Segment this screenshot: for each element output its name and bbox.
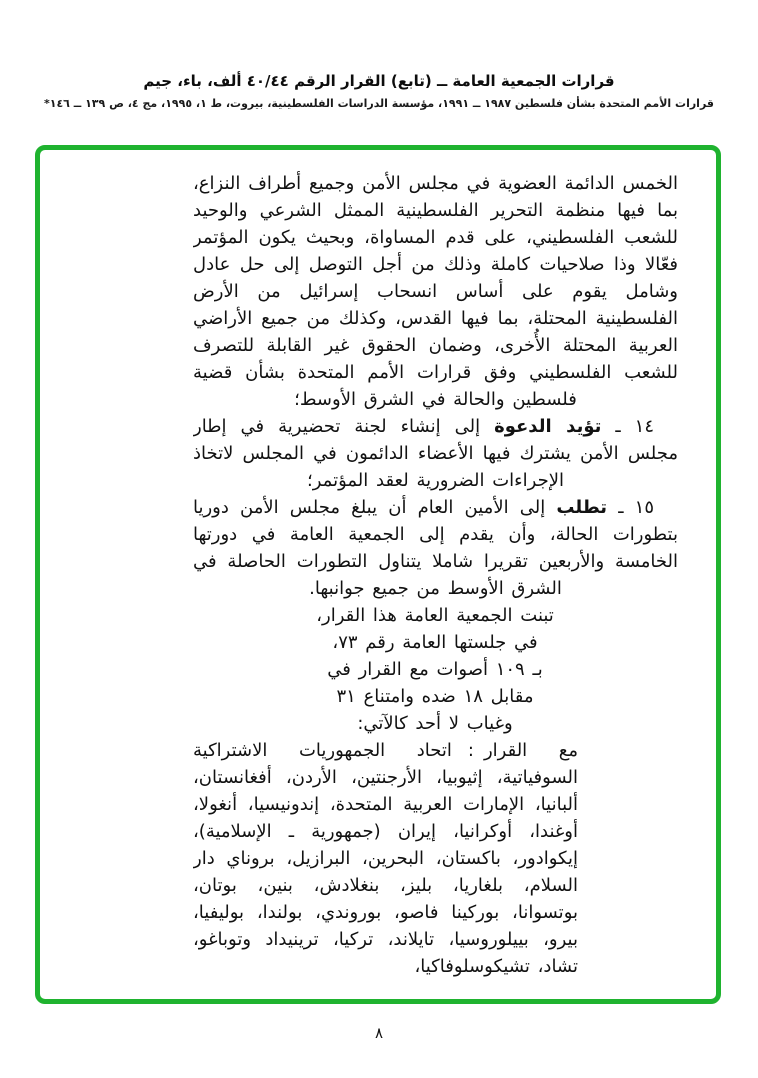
countries-list: اتحاد الجمهوريات الاشتراكية السوفياتية، إثيوبيا، الأرجنتين، الأردن، أفغانستان، ألبانيا، الإمارات العربية المتحدة، إندونيسيا، أنغولا، أوغندا، أوكرانيا، إيران (جمهورية ـ الإسلامية)، إيكوادور، باكستان، البحرين، البرازيل، بروناي دار السلام، بلغاريا، بليز، بنغلادش، بنين، بوتان، بوتسوانا، بوركينا فاصو، بوروندي، بولندا، بوليفيا، بيرو، بييلوروسيا، تايلاند، تركيا، ترينيداد وتوباغو، تشاد، تشيكوسلوفاكيا، <box>193 740 578 977</box>
resolution-paragraph-continuation: الخمس الدائمة العضوية في مجلس الأمن وجميع أطراف النزاع، بما فيها منظمة التحرير الفلسطينية الممثل الشرعي والوحيد للشعب الفلسطيني، على قدم المساواة، وبحيث يكون المؤتمر فعّالا وذا صلاحيات كاملة وذلك من أجل التوصل إلى حل عادل وشامل يقوم على أساس انسحاب إسرائيل من الأرض الفلسطينية المحتلة، بما فيها القدس، وكذلك من جميع الأراضي العربية المحتلة الأُخرى، وضمان الحقوق غير القابلة للتصرف للشعب الفلسطيني وفق قرارات الأمم المتحدة بشأن قضية فلسطين والحالة في الشرق الأوسط؛ <box>193 173 678 410</box>
page-title: قرارات الجمعية العامة ــ (تابع) القرار الرقم ٤٠/٤٤ ألف، باء، جيم <box>143 72 615 90</box>
vote-colon: : <box>467 740 474 761</box>
page-subtitle: قرارات الأمم المتحدة بشأن فلسطين ١٩٨٧ ــ ١٩٩١، مؤسسة الدراسات الفلسطينية، بيروت، ط ١، ١٩٩٥، مج ٤، ص ١٣٩ ــ ١٤٦* <box>43 97 714 110</box>
item-15-number: ١٥ ـ <box>607 497 654 518</box>
adoption-line: في جلستها العامة رقم ٧٣، <box>332 632 538 653</box>
item-14-text: إلى إنشاء لجنة تحضيرية في إطار مجلس الأمن يشترك فيها الأعضاء الدائمون في المجلس لاتخاذ الإجراءات الضرورية لعقد المؤتمر؛ <box>193 416 678 491</box>
adoption-line: مقابل ١٨ ضده وامتناع ٣١ <box>336 686 534 707</box>
item-15-text: إلى الأمين العام أن يبلغ مجلس الأمن دوريا بتطورات الحالة، وأن يقدم إلى الجمعية العامة في دورتها الخامسة والأربعين تقريرا شاملا يتناول التطورات الحاصلة في الشرق الأوسط من جميع جوانبها. <box>193 497 678 599</box>
item-14-keyword: تؤيد الدعوة <box>494 416 602 437</box>
vote-result-block <box>193 737 578 980</box>
vote-label: مع القرار <box>483 740 578 761</box>
resolution-item-15 <box>193 494 678 602</box>
adoption-line: وغياب لا أحد كالآتي: <box>357 713 513 734</box>
resolution-item-14 <box>193 413 678 494</box>
adoption-line: بـ ١٠٩ أصوات مع القرار في <box>327 659 543 680</box>
page-number: ٨ <box>374 1024 384 1042</box>
adoption-line: تبنت الجمعية العامة هذا القرار، <box>316 605 554 626</box>
item-15-keyword: تطلب <box>556 497 608 518</box>
resolution-text <box>193 170 678 996</box>
adoption-note <box>310 602 560 737</box>
item-14-number: ١٤ ـ <box>601 416 654 437</box>
page-header <box>0 72 758 110</box>
